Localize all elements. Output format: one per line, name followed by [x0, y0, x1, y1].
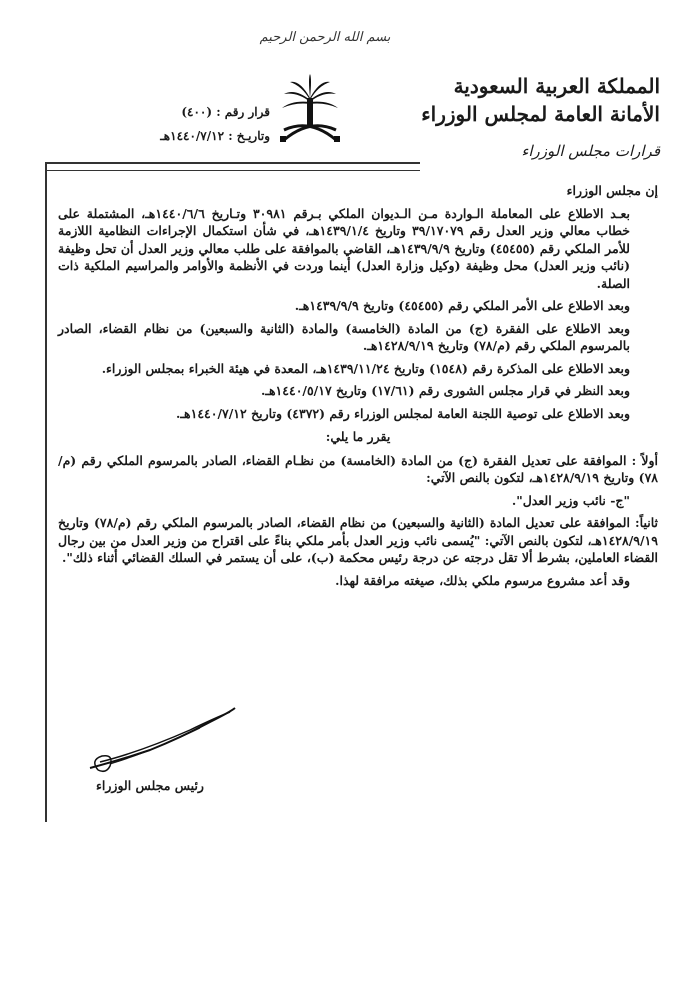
opening-line: إن مجلس الوزراء [566, 183, 658, 198]
decision-body [58, 182, 658, 594]
decision-number: قرار رقم : (٤٠٠) [181, 105, 270, 119]
decision-date: وتاريـخ : ١٤٤٠/٧/١٢هـ [160, 129, 270, 143]
paragraph-5: وبعد النظر في قرار مجلس الشورى رقم (١٧/٦١) وتاريخ ١٤٤٠/٥/١٧هـ. [260, 383, 630, 398]
paragraph-2: وبعد الاطلاع على الأمر الملكي رقم (٤٥٤٥٥) وتاريخ ١٤٣٩/٩/٩هـ. [294, 298, 630, 313]
letterhead [400, 72, 660, 128]
closing-line: وقد أعد مشروع مرسوم ملكي بذلك، صيغته مرافقة لهذا. [335, 572, 630, 588]
letterhead-country: المملكة العربية السعودية [453, 74, 660, 98]
header-rule [45, 162, 420, 171]
saudi-emblem-icon [270, 70, 350, 150]
decision-reference [110, 100, 270, 148]
basmala: بسم الله الرحمن الرحيم [259, 30, 391, 45]
clause-first: أولاً : الموافقة على تعديل الفقرة (ج) من المادة (الخامسة) من نظـام القضاء، الصادر بالمرسوم الملكي رقم (م/٧٨) وتاريخ ١٤٢٨/٩/١٩هـ، لتكون بالنص الآتي: [58, 452, 658, 485]
paragraph-6: وبعد الاطلاع على توصية اللجنة العامة لمجلس الوزراء رقم (٤٣٧٢) وتاريخ ١٤٤٠/٧/١٢هـ. [176, 405, 630, 421]
paragraph-4: وبعد الاطلاع على المذكرة رقم (١٥٤٨) وتاريخ ١٤٣٩/١١/٢٤هـ، المعدة في هيئة الخبراء بمجلس الوزراء. [101, 360, 630, 376]
letterhead-secretariat: الأمانة العامة لمجلس الوزراء [421, 102, 660, 126]
paragraph-1: بعـد الاطلاع على المعاملة الـواردة مـن الـديوان الملكي بـرقم ٣٠٩٨١ وتـاريخ ١٤٤٠/٦/٦هـ، المشتملة على خطاب معالي وزير العدل رقم ٣٩/١٧٠٧٩ وتاريخ ١٤٣٩/١/٤هـ، في شأن استكمال الإجراءات النظامية اللازمة للأمر الملكي رقم (٤٥٤٥٥) وتاريخ ١٤٣٩/٩/٩هـ، القاضي بالموافقة على طلب معالي وزير العدل أن تحل وظيفة (نائب وزير العدل) محل وظيفة (وكيل وزارة العدل) أينما وردت في الأنظمة والأوامر والمراسيم الملكية ذات الصلة. [58, 205, 630, 291]
signer-title: رئيس مجلس الوزراء [96, 778, 204, 793]
clause-second: ثانياً: الموافقة على تعديل المادة (الثانية والسبعين) من نظام القضاء، الصادر بالمرسوم الملكي رقم (م/٧٨) وتاريخ ١٤٢٨/٩/١٩هـ، لتكون بالنص الآتي: "يُسمى نائب وزير العدل بأمر ملكي بناءً على اقتراح من وزير العدل من بين رجال القضاء العاملين، بشرط ألا تقل درجته عن درجة رئيس محكمة (ب)، على أن يستمر في السلك القضائي أثناء ذلك". [58, 515, 658, 565]
clause-first-quote: "ج- نائب وزير العدل". [511, 492, 630, 508]
handwritten-signature [80, 700, 240, 780]
decisions-label: قرارات مجلس الوزراء [521, 142, 660, 160]
left-border-rule [45, 162, 47, 822]
paragraph-3: وبعد الاطلاع على الفقرة (ج) من المادة (الخامسة) والمادة (الثانية والسبعين) من نظام القضاء، الصادر بالمرسوم الملكي رقم (م/٧٨) وتاريخ ١٤٢٨/٩/١٩هـ. [58, 320, 630, 353]
decides-heading: يقرر ما يلي: [325, 429, 391, 444]
